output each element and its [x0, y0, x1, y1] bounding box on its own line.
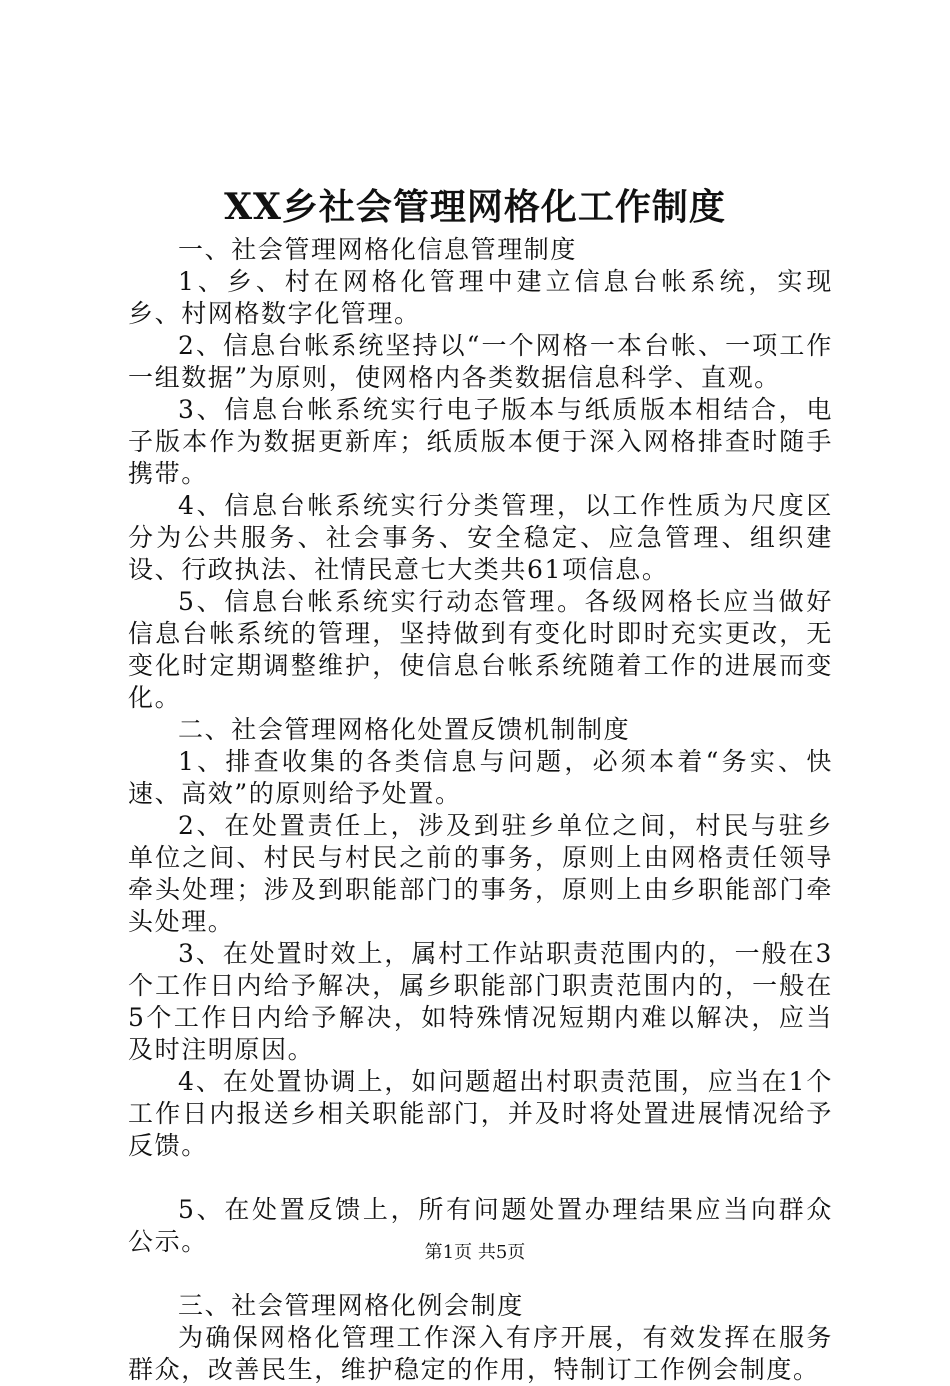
- paragraph: 为确保网格化管理工作深入有序开展，有效发挥在服务群众，改善民生，维护稳定的作用，特制订工作例会制度。: [128, 1323, 833, 1384]
- paragraph: 5、在处置反馈上，所有问题处置办理结果应当向群众公示。: [128, 1195, 833, 1256]
- paragraph: 3、在处置时效上，属村工作站职责范围内的，一般在3个工作日内给予解决，属乡职能部门职责范围内的，一般在5个工作日内给予解决，如特殊情况短期内难以解决，应当及时注明原因。: [128, 939, 833, 1064]
- paragraph: 3、信息台帐系统实行电子版本与纸质版本相结合，电子版本作为数据更新库；纸质版本便于深入网格排查时随手携带。: [128, 395, 833, 488]
- paragraph: 5、信息台帐系统实行动态管理。各级网格长应当做好信息台帐系统的管理，坚持做到有变化时即时充实更改，无变化时定期调整维护，使信息台帐系统随着工作的进展而变化。: [128, 587, 833, 712]
- document-body: [128, 234, 833, 1386]
- section-heading-3: 三、社会管理网格化例会制度: [178, 1291, 524, 1320]
- paragraph: 2、在处置责任上，涉及到驻乡单位之间，村民与驻乡单位之间、村民与村民之前的事务，原则上由网格责任领导牵头处理；涉及到职能部门的事务，原则上由乡职能部门牵头处理。: [128, 811, 833, 936]
- paragraph: 1、排查收集的各类信息与问题，必须本着“务实、快速、高效”的原则给予处置。: [128, 747, 833, 808]
- paragraph: 1、乡、村在网格化管理中建立信息台帐系统，实现乡、村网格数字化管理。: [128, 267, 833, 328]
- page-footer: 第1页 共5页: [424, 1242, 526, 1263]
- document-title: XX乡社会管理网格化工作制度: [224, 186, 726, 228]
- section-heading-2: 二、社会管理网格化处置反馈机制制度: [178, 715, 631, 744]
- paragraph: 4、在处置协调上，如问题超出村职责范围，应当在1个工作日内报送乡相关职能部门，并及时将处置进展情况给予反馈。: [128, 1067, 833, 1160]
- section-heading-1: 一、社会管理网格化信息管理制度: [178, 235, 578, 264]
- paragraph: 2、信息台帐系统坚持以“一个网格一本台帐、一项工作一组数据”为原则，使网格内各类数据信息科学、直观。: [128, 331, 833, 392]
- paragraph: 4、信息台帐系统实行分类管理，以工作性质为尺度区分为公共服务、社会事务、安全稳定、应急管理、组织建设、行政执法、社情民意七大类共61项信息。: [128, 491, 833, 584]
